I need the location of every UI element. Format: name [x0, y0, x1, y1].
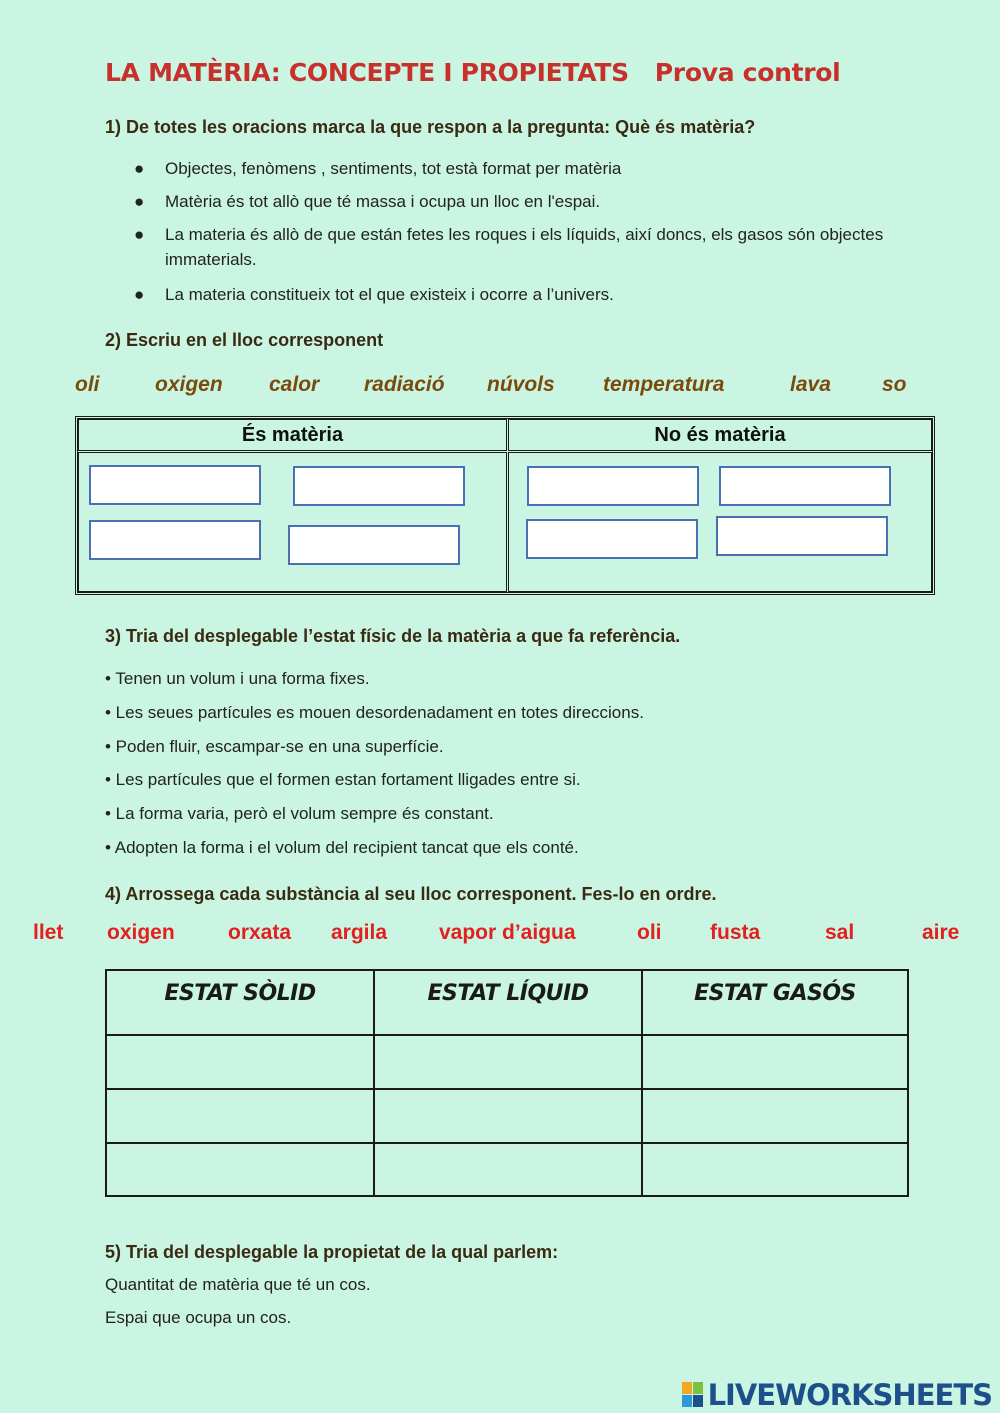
- q1-option-3[interactable]: ● La materia és allò de que están fetes les roques i els líquids, així doncs, els gasos són objectes immaterials.: [165, 222, 895, 272]
- header-solid: ESTAT SÒLID: [106, 970, 374, 1035]
- drop-cell-solid-3[interactable]: [106, 1143, 374, 1196]
- drop-box-materia-4[interactable]: [288, 525, 460, 565]
- q2-word-calor[interactable]: calor: [269, 373, 320, 396]
- q4-word-oxigen[interactable]: oxigen: [107, 921, 175, 944]
- drop-box-no-materia-1[interactable]: [527, 466, 699, 506]
- drop-cell-gas-1[interactable]: [642, 1035, 908, 1089]
- bullet-icon: ●: [134, 285, 145, 304]
- q2-word-radiacio[interactable]: radiació: [364, 373, 445, 396]
- q2-word-lava[interactable]: lava: [790, 373, 831, 396]
- q3-item-6: • Adopten la forma i el volum del recipient tancat que els conté.: [105, 838, 579, 857]
- question-1: 1) De totes les oracions marca la que respon a la pregunta: Què és matèria?: [105, 117, 756, 137]
- drop-box-materia-2[interactable]: [293, 466, 465, 506]
- q2-word-nuvols[interactable]: núvols: [487, 373, 555, 396]
- q1-option-2[interactable]: ● Matèria és tot allò que té massa i ocupa un lloc en l'espai.: [134, 192, 601, 211]
- q5-item-1: Quantitat de matèria que té un cos.: [105, 1275, 371, 1294]
- drop-cell-solid-1[interactable]: [106, 1035, 374, 1089]
- q4-word-llet[interactable]: llet: [33, 921, 64, 944]
- question-4: 4) Arrossega cada substància al seu lloc corresponent. Fes-lo en ordre.: [105, 884, 717, 904]
- q4-word-fusta[interactable]: fusta: [710, 921, 761, 944]
- q2-word-oli[interactable]: oli: [75, 373, 100, 396]
- title-sub: Prova control: [654, 58, 841, 87]
- question-3: 3) Tria del desplegable l’estat físic de la matèria a que fa referència.: [105, 626, 681, 646]
- q1-option-1[interactable]: ● Objectes, fenòmens , sentiments, tot està format per matèria: [134, 159, 622, 178]
- q2-word-so[interactable]: so: [882, 373, 907, 396]
- drop-cell-liquid-1[interactable]: [374, 1035, 642, 1089]
- q4-word-argila[interactable]: argila: [331, 921, 388, 944]
- drop-box-materia-3[interactable]: [89, 520, 261, 560]
- q3-item-1: • Tenen un volum i una forma fixes.: [105, 669, 370, 688]
- q4-states-table: [105, 969, 909, 1197]
- q4-word-aire[interactable]: aire: [922, 921, 960, 944]
- page-title: [105, 58, 840, 87]
- drop-box-no-materia-2[interactable]: [719, 466, 891, 506]
- q3-item-4: • Les partícules que el formen estan fortament lligades entre si.: [105, 770, 581, 789]
- question-2: 2) Escriu en el lloc corresponent: [105, 330, 384, 350]
- q2-word-temperatura[interactable]: temperatura: [603, 373, 725, 396]
- q3-item-3: • Poden fluir, escampar-se en una superfície.: [105, 737, 444, 756]
- bullet-icon: ●: [134, 192, 145, 211]
- drop-box-no-materia-3[interactable]: [526, 519, 698, 559]
- q3-item-2: • Les seues partícules es mouen desordenadament en totes direccions.: [105, 703, 644, 722]
- q5-item-2: Espai que ocupa un cos.: [105, 1308, 292, 1327]
- header-gas: ESTAT GASÓS: [642, 970, 908, 1035]
- drop-cell-gas-3[interactable]: [642, 1143, 908, 1196]
- drop-cell-liquid-2[interactable]: [374, 1089, 642, 1143]
- title-main: LA MATÈRIA: CONCEPTE I PROPIETATS: [105, 58, 629, 87]
- drop-cell-gas-2[interactable]: [642, 1089, 908, 1143]
- q4-word-orxata[interactable]: orxata: [228, 921, 292, 944]
- q4-word-vapor-aigua[interactable]: vapor d’aigua: [439, 921, 576, 944]
- col-left-header: És matèria: [78, 419, 507, 451]
- q4-word-sal[interactable]: sal: [825, 921, 855, 944]
- q2-word-oxigen[interactable]: oxigen: [155, 373, 223, 396]
- q4-word-oli[interactable]: oli: [637, 921, 662, 944]
- liveworksheets-icon: [682, 1382, 704, 1408]
- bullet-icon: ●: [134, 159, 145, 178]
- col-right-header: No és matèria: [508, 419, 932, 451]
- drop-box-no-materia-4[interactable]: [716, 516, 888, 556]
- header-liquid: ESTAT LÍQUID: [374, 970, 642, 1035]
- drop-cell-liquid-3[interactable]: [374, 1143, 642, 1196]
- q3-item-5: • La forma varia, però el volum sempre és constant.: [105, 804, 494, 823]
- drop-cell-solid-2[interactable]: [106, 1089, 374, 1143]
- bullet-icon: ●: [134, 225, 145, 244]
- liveworksheets-logo: LIVEWORKSHEETS: [708, 1378, 992, 1412]
- drop-box-materia-1[interactable]: [89, 465, 261, 505]
- question-5: 5) Tria del desplegable la propietat de la qual parlem:: [105, 1242, 559, 1262]
- q1-option-4[interactable]: ● La materia constitueix tot el que existeix i ocorre a l’univers.: [134, 285, 614, 304]
